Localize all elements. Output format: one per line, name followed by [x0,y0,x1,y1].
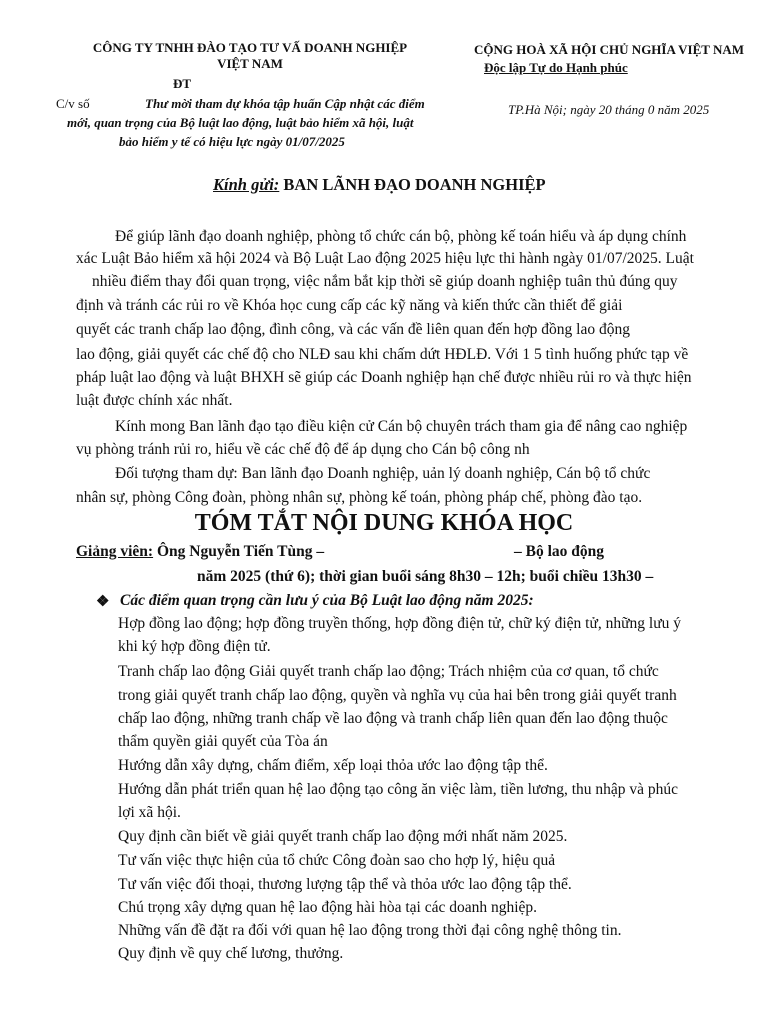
content-line: trong giải quyết tranh chấp lao động, quyền và nghĩa vụ của hai bên trong giải quyết tranh [118,687,677,704]
subject-line-2: mới, quan trọng của Bộ luật lao động, luật bảo hiểm xã hội, luật [67,115,414,130]
content-line: lợi xã hội. [118,804,181,821]
company-name-line1: CÔNG TY TNHH ĐÀO TẠO TƯ VẤ DOANH NGHIỆP [92,40,408,55]
intro-line: định và tránh các rủi ro về Khóa học cung cấp các kỹ năng và kiến thức cần thiết để giải [76,297,623,314]
intro-line: quyết các tranh chấp lao động, đình công, và các vấn đề liên quan đến hợp đồng lao động [76,321,630,338]
intro-line: xác Luật Bảo hiểm xã hội 2024 và Bộ Luật Lao động 2025 hiệu lực thi hành ngày 01/07/2025. Luật [76,250,694,267]
nation-motto: Độc lập Tự do Hạnh phúc [484,60,628,75]
content-line: Chú trọng xây dựng quan hệ lao động hài hòa tại các doanh nghiệp. [118,899,538,916]
content-line: Hướng dẫn phát triển quan hệ lao động tạo công ăn việc làm, tiền lương, thu nhập và phúc [118,781,679,798]
content-line: khi ký hợp đồng điện tử. [118,638,271,655]
recipient [213,175,546,195]
content-line: Quy định về quy chế lương, thưởng. [118,945,344,962]
audience-line: Đối tượng tham dự: Ban lãnh đạo Doanh nghiệp, uản lý doanh nghiệp, Cán bộ tổ chức [115,465,651,482]
request-line: Kính mong Ban lãnh đạo tạo điều kiện cử Cán bộ chuyên trách tham gia để nâng cao nghiệp [115,418,688,435]
content-line: thẩm quyền giải quyết của Tòa án [118,733,328,750]
content-line: Tranh chấp lao động Giải quyết tranh chấp lao động; Trách nhiệm của cơ quan, tổ chức [118,663,659,680]
company-name-line3: ĐT [173,76,192,91]
content-line: chấp lao động, những tranh chấp về lao động và tranh chấp liên quan đến lao động thuộc [118,710,668,727]
subject-line-1: Thư mời tham dự khóa tập huấn Cập nhật các điểm [145,96,425,111]
audience-line: nhân sự, phòng Công đoàn, phòng nhân sự, phòng kế toán, phòng pháp chế, phòng đào tạo. [76,489,643,506]
content-line: Quy định cần biết về giải quyết tranh chấp lao động mới nhất năm 2025. [118,828,568,845]
intro-line: Để giúp lãnh đạo doanh nghiệp, phòng tổ chức cán bộ, phòng kế toán hiểu và áp dụng chính [115,228,687,245]
intro-line: pháp luật lao động và luật BHXH sẽ giúp các Doanh nghiệp hạn chế được nhiều rủi ro và thực hiện [76,369,692,386]
place-date: TP.Hà Nội; ngày 20 tháng 0 năm 2025 [508,102,710,117]
lecturer-organization: – Bộ lao động [514,543,605,560]
recipient-name: BAN LÃNH ĐẠO DOANH NGHIỆP [283,175,546,194]
lecturer [76,543,324,561]
course-title: TÓM TẮT NỘI DUNG KHÓA HỌC [194,510,574,536]
content-line: Hợp đồng lao động; hợp đồng truyền thống, hợp đồng điện tử, chữ ký điện tử, những lưu ý [118,615,681,632]
content-line: Tư vấn việc đối thoại, thương lượng tập thể và thỏa ước lao động tập thể. [118,876,572,893]
lecturer-label: Giảng viên: [76,543,154,560]
schedule: năm 2025 (thứ 6); thời gian buổi sáng 8h30 – 12h; buổi chiều 13h30 – [197,568,654,585]
company-name-line2: VIỆT NAM [217,56,283,71]
nation-title: CỘNG HOÀ XÃ HỘI CHỦ NGHĨA VIỆT NAM [474,42,745,57]
content-line: Những vấn đề đặt ra đối với quan hệ lao động trong thời đại công nghệ thông tin. [118,922,622,939]
subject-line-3: bảo hiểm y tế có hiệu lực ngày 01/07/2025 [119,134,345,149]
section-bullet-icon: ❖ [96,594,110,610]
recipient-label: Kính gửi: [213,175,280,194]
content-line: Hướng dẫn xây dựng, chấm điểm, xếp loại thỏa ước lao động tập thể. [118,757,548,774]
intro-line: lao động, giải quyết các chế độ cho NLĐ sau khi chấm dứt HĐLĐ. Với 1 5 tình huống phức tạp về [76,346,689,363]
request-line: vụ phòng tránh rủi ro, hiểu về các chế độ để áp dụng cho Cán bộ công nh [76,441,530,458]
section-heading: Các điểm quan trọng cần lưu ý của Bộ Luật lao động năm 2025: [120,592,534,609]
intro-line: luật được chính xác nhất. [76,392,233,409]
reference-number-label: C/v số [56,96,90,111]
intro-line: nhiều điểm thay đổi quan trọng, việc nắm bắt kịp thời sẽ giúp doanh nghiệp tuân thủ đúng quy [92,273,678,290]
content-line: Tư vấn việc thực hiện của tổ chức Công đoàn sao cho hợp lý, hiệu quả [118,852,556,869]
lecturer-name: Ông Nguyễn Tiến Tùng – [156,543,325,560]
